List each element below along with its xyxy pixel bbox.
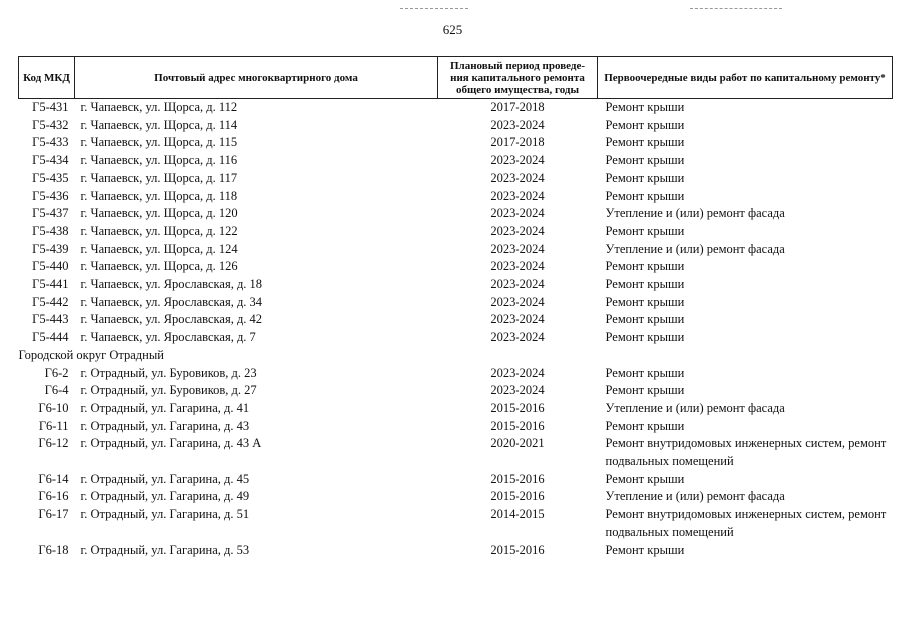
top-rule-left bbox=[400, 8, 468, 9]
cell-works: Ремонт крыши bbox=[605, 100, 685, 114]
cell-code: Г6-18 bbox=[38, 542, 69, 557]
table-row bbox=[19, 329, 893, 347]
cell-code: Г6-2 bbox=[44, 365, 69, 380]
cell-works: Ремонт крыши bbox=[605, 259, 685, 274]
cell-code: Г5-436 bbox=[32, 188, 69, 203]
cell-period: 2017-2018 bbox=[490, 135, 545, 150]
cell-works: Ремонт крыши bbox=[605, 365, 685, 380]
table-row bbox=[19, 258, 893, 276]
table-row bbox=[19, 99, 893, 117]
header-works: Первоочередные виды работ по капитальному ремонту* bbox=[598, 57, 893, 99]
table-row bbox=[19, 488, 893, 506]
repair-plan-table bbox=[18, 56, 893, 559]
table-row bbox=[19, 435, 893, 470]
cell-code: Г5-443 bbox=[32, 312, 69, 327]
cell-address: г. Чапаевск, ул. Щорса, д. 126 bbox=[80, 259, 238, 274]
cell-period: 2023-2024 bbox=[490, 241, 545, 256]
table-row bbox=[19, 134, 893, 152]
cell-period: 2023-2024 bbox=[490, 277, 545, 292]
cell-code: Г5-435 bbox=[32, 170, 69, 185]
cell-works: Ремонт крыши bbox=[605, 188, 685, 203]
cell-works: Ремонт крыши bbox=[605, 170, 685, 185]
cell-address: г. Чапаевск, ул. Ярославская, д. 34 bbox=[80, 294, 263, 309]
cell-period: 2020-2021 bbox=[490, 436, 545, 451]
cell-address: г. Чапаевск, ул. Щорса, д. 120 bbox=[80, 206, 238, 221]
cell-address: г. Чапаевск, ул. Щорса, д. 118 bbox=[80, 188, 238, 203]
table-row bbox=[19, 117, 893, 135]
cell-works: Ремонт крыши bbox=[605, 277, 685, 292]
cell-code: Г6-10 bbox=[38, 400, 69, 415]
cell-code: Г5-444 bbox=[32, 330, 69, 345]
cell-address: г. Чапаевск, ул. Щорса, д. 122 bbox=[80, 223, 238, 238]
cell-works: Ремонт внутридомовых инженерных систем, ремонт подвальных помещений bbox=[605, 436, 887, 469]
cell-period: 2023-2024 bbox=[490, 223, 545, 238]
cell-code: Г5-439 bbox=[32, 241, 69, 256]
cell-works: Утепление и (или) ремонт фасада bbox=[605, 400, 785, 415]
cell-period: 2015-2016 bbox=[490, 471, 545, 486]
cell-address: г. Чапаевск, ул. Щорса, д. 124 bbox=[80, 241, 238, 256]
table-row bbox=[19, 152, 893, 170]
cell-period: 2023-2024 bbox=[490, 188, 545, 203]
cell-address: г. Отрадный, ул. Гагарина, д. 43 А bbox=[80, 436, 262, 451]
cell-address: г. Чапаевск, ул. Щорса, д. 115 bbox=[80, 135, 238, 150]
cell-period: 2015-2016 bbox=[490, 542, 545, 557]
section-row bbox=[19, 347, 893, 365]
table-row bbox=[19, 382, 893, 400]
cell-address: г. Чапаевск, ул. Ярославская, д. 42 bbox=[80, 312, 263, 327]
cell-works: Ремонт внутридомовых инженерных систем, ремонт подвальных помещений bbox=[605, 507, 887, 539]
cell-works: Ремонт крыши bbox=[605, 471, 685, 486]
table-row bbox=[19, 170, 893, 188]
table-row bbox=[19, 471, 893, 489]
cell-code: Г6-16 bbox=[38, 489, 69, 504]
cell-works: Ремонт крыши bbox=[605, 117, 685, 132]
cell-address: г. Отрадный, ул. Гагарина, д. 41 bbox=[80, 400, 250, 415]
page-number: 625 bbox=[442, 22, 463, 37]
cell-period: 2023-2024 bbox=[490, 170, 545, 185]
header-code: Код МКД bbox=[19, 57, 75, 99]
cell-address: г. Отрадный, ул. Буровиков, д. 23 bbox=[80, 365, 257, 380]
cell-code: Г5-432 bbox=[32, 117, 69, 132]
cell-address: г. Чапаевск, ул. Щорса, д. 114 bbox=[80, 117, 238, 132]
cell-period: 2023-2024 bbox=[490, 117, 545, 132]
header-period: Плановый период проведе-ния капитального ремонта общего имущества, годы bbox=[438, 57, 598, 99]
cell-period: 2023-2024 bbox=[490, 294, 545, 309]
cell-period: 2023-2024 bbox=[490, 153, 545, 168]
top-rule-right bbox=[690, 8, 782, 9]
cell-works: Утепление и (или) ремонт фасада bbox=[605, 206, 785, 221]
table-row bbox=[19, 188, 893, 206]
table-row bbox=[19, 223, 893, 241]
cell-works: Ремонт крыши bbox=[605, 153, 685, 168]
cell-period: 2015-2016 bbox=[490, 418, 545, 433]
cell-code: Г5-433 bbox=[32, 135, 69, 150]
table-body bbox=[19, 99, 893, 560]
cell-period: 2023-2024 bbox=[490, 330, 545, 345]
cell-address: г. Отрадный, ул. Гагарина, д. 49 bbox=[80, 489, 250, 504]
table-header-row bbox=[19, 57, 893, 99]
cell-works: Утепление и (или) ремонт фасада bbox=[605, 489, 785, 504]
cell-address: г. Отрадный, ул. Гагарина, д. 51 bbox=[80, 507, 250, 522]
table-row bbox=[19, 400, 893, 418]
cell-period: 2023-2024 bbox=[490, 206, 545, 221]
cell-period: 2023-2024 bbox=[490, 365, 545, 380]
table-row bbox=[19, 506, 893, 541]
cell-address: г. Чапаевск, ул. Щорса, д. 116 bbox=[80, 153, 238, 168]
cell-code: Г5-434 bbox=[32, 153, 69, 168]
cell-address: г. Отрадный, ул. Буровиков, д. 27 bbox=[80, 383, 257, 398]
cell-works: Ремонт крыши bbox=[605, 223, 685, 238]
cell-works: Ремонт крыши bbox=[605, 135, 685, 150]
cell-address: г. Отрадный, ул. Гагарина, д. 43 bbox=[80, 418, 250, 433]
cell-period: 2014-2015 bbox=[490, 507, 545, 522]
cell-works: Ремонт крыши bbox=[605, 383, 685, 398]
table-row bbox=[19, 365, 893, 383]
cell-period: 2017-2018 bbox=[490, 100, 545, 114]
table-row bbox=[19, 542, 893, 560]
table-row bbox=[19, 294, 893, 312]
cell-period: 2023-2024 bbox=[490, 383, 545, 398]
cell-period: 2015-2016 bbox=[490, 400, 545, 415]
table-row bbox=[19, 205, 893, 223]
cell-code: Г5-431 bbox=[32, 100, 69, 114]
section-title: Городской округ Отрадный bbox=[18, 347, 164, 362]
cell-address: г. Чапаевск, ул. Ярославская, д. 18 bbox=[80, 277, 263, 292]
cell-works: Ремонт крыши bbox=[605, 542, 685, 557]
cell-code: Г5-437 bbox=[32, 206, 69, 221]
cell-works: Ремонт крыши bbox=[605, 418, 685, 433]
cell-period: 2015-2016 bbox=[490, 489, 545, 504]
cell-works: Ремонт крыши bbox=[605, 312, 685, 327]
cell-code: Г6-12 bbox=[38, 436, 69, 451]
cell-period: 2023-2024 bbox=[490, 259, 545, 274]
cell-code: Г6-11 bbox=[38, 418, 69, 433]
cell-works: Ремонт крыши bbox=[605, 294, 685, 309]
cell-code: Г5-442 bbox=[32, 294, 69, 309]
cell-code: Г6-4 bbox=[44, 383, 69, 398]
cell-address: г. Чапаевск, ул. Ярославская, д. 7 bbox=[80, 330, 256, 345]
table-row bbox=[19, 241, 893, 259]
table-row bbox=[19, 276, 893, 294]
cell-address: г. Чапаевск, ул. Щорса, д. 117 bbox=[80, 170, 238, 185]
cell-code: Г6-14 bbox=[38, 471, 69, 486]
cell-code: Г5-440 bbox=[32, 259, 69, 274]
table-row bbox=[19, 418, 893, 436]
cell-code: Г5-441 bbox=[32, 277, 69, 292]
cell-code: Г6-17 bbox=[38, 507, 69, 522]
cell-address: г. Чапаевск, ул. Щорса, д. 112 bbox=[80, 100, 238, 114]
cell-address: г. Отрадный, ул. Гагарина, д. 45 bbox=[80, 471, 250, 486]
cell-period: 2023-2024 bbox=[490, 312, 545, 327]
cell-address: г. Отрадный, ул. Гагарина, д. 53 bbox=[80, 542, 250, 557]
table-row bbox=[19, 311, 893, 329]
cell-works: Утепление и (или) ремонт фасада bbox=[605, 241, 785, 256]
header-address: Почтовый адрес многоквартирного дома bbox=[75, 57, 438, 99]
cell-works: Ремонт крыши bbox=[605, 330, 685, 345]
cell-code: Г5-438 bbox=[32, 223, 69, 238]
